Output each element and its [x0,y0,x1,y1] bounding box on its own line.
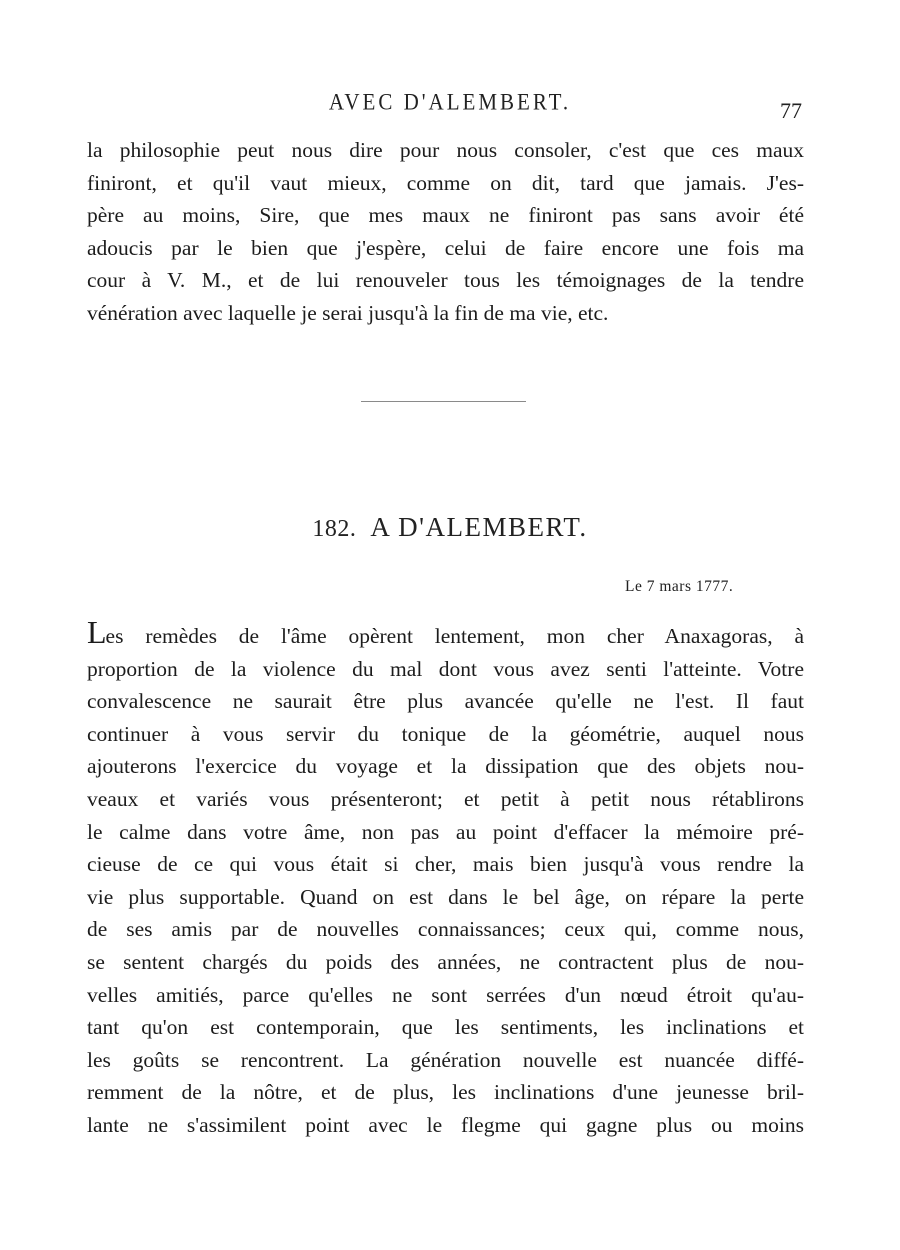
running-title: AVEC D'ALEMBERT. [328,88,572,116]
text-line: remment de la nôtre, et de plus, les inclinations d'une jeunesse bril- [87,1080,804,1105]
text-line: le calme dans votre âme, non pas au point d'effacer la mémoire pré- [87,819,804,844]
running-head [0,88,900,123]
text-line: finiront, et qu'il vaut mieux, comme on dit, tard que jamais. J'es- [87,170,804,195]
letter-number: 182. [312,516,357,542]
drop-cap: L [87,614,106,650]
text-line: ajouterons l'exercice du voyage et la dissipation que des objets nou- [87,754,804,779]
text-line: convalescence ne saurait être plus avancée qu'elle ne l'est. Il faut [87,689,804,714]
text-line: cieuse de ce qui vous était si cher, mais bien jusqu'à vous rendre la [87,852,804,877]
text-line: Les remèdes de l'âme opèrent lentement, mon cher Anaxagoras, à [87,614,804,650]
letter-date: Le 7 mars 1777. [625,578,734,595]
page-number: 77 [780,98,802,123]
text-line: père au moins, Sire, que mes maux ne finiront pas sans avoir été [87,203,804,228]
letter-heading [0,512,900,543]
section-divider [361,401,526,402]
text-line: continuer à vous servir du tonique de la géométrie, auquel nous [87,721,804,746]
text-line: les goûts se rencontrent. La génération nouvelle est nuancée diffé- [87,1047,804,1072]
text-line: de ses amis par de nouvelles connaissances; ceux qui, comme nous, [87,917,804,942]
text-line: proportion de la violence du mal dont vous avez senti l'atteinte. Votre [87,656,804,681]
continuation-paragraph [87,134,804,330]
text-line: lante ne s'assimilent point avec le flegme qui gagne plus ou moins [87,1112,804,1137]
text-line: adoucis par le bien que j'espère, celui de faire encore une fois ma [87,235,804,260]
text-line: se sentent chargés du poids des années, ne contractent plus de nou- [87,949,804,974]
text-line: tant qu'on est contemporain, que les sentiments, les inclinations et [87,1015,804,1040]
letter-title: A D'ALEMBERT. [370,512,588,542]
text-line: velles amitiés, parce qu'elles ne sont serrées d'un nœud étroit qu'au- [87,982,804,1007]
text-line: la philosophie peut nous dire pour nous consoler, c'est que ces maux [87,138,804,162]
letter-body [87,614,804,1142]
text-line: vénération avec laquelle je serai jusqu'à la fin de ma vie, etc. [87,300,609,325]
text-line: veaux et variés vous présenteront; et petit à petit nous rétablirons [87,786,804,811]
text-line: cour à V. M., et de lui renouveler tous les témoignages de la tendre [87,268,804,293]
text-line: vie plus supportable. Quand on est dans le bel âge, on répare la perte [87,884,804,909]
